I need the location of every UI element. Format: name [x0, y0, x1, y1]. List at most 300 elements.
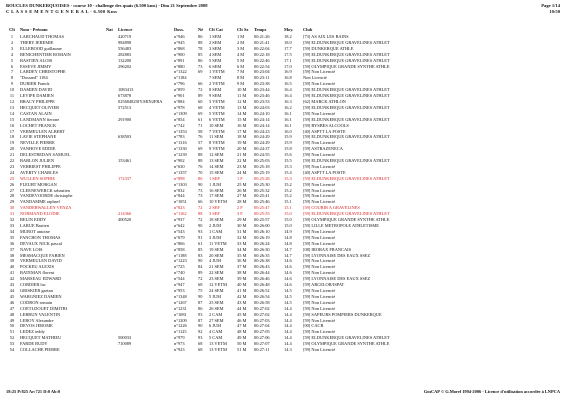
cell-time: 00:26:52 — [254, 287, 270, 293]
cell-cat-rank: 1 SEM — [209, 34, 222, 39]
cell-rank: 38 — [9, 252, 15, 258]
page-number: Page 1/14 — [541, 3, 560, 8]
cell-club: [59] Non Licencié — [303, 110, 336, 116]
cell-rank: 31 — [9, 211, 15, 217]
cell-club: [59] Non Licencié — [303, 258, 336, 264]
page-footer — [6, 389, 560, 394]
cell-born: 84 — [198, 264, 203, 270]
cell-bib: n°725 — [174, 264, 185, 270]
cell-cat-rank: 24 SEM — [209, 287, 224, 293]
cell-speed: 14.6 — [284, 276, 292, 282]
cell-club: [59] OLYMPIQUE GRANDE SYNTHE ATHLE — [303, 63, 390, 69]
cell-club: [59] Non Licencié — [303, 270, 336, 276]
cell-sex-rank: 4 M — [237, 51, 245, 57]
cell-club: [59] ELDUNKERQUE GRAVELINES ATHLET — [303, 335, 390, 341]
cell-club: [59] COURIR A GRAVELINES — [303, 205, 360, 211]
page-indicator — [541, 3, 560, 15]
cell-name: COLLACHE PIERRE — [20, 347, 60, 353]
cell-club: [62] MARCK ATHLON — [303, 98, 346, 104]
results-body — [5, 34, 561, 353]
cell-name: LEDEZ teddy — [20, 329, 45, 335]
cell-born: 78 — [198, 45, 203, 51]
cell-licence: 291900 — [118, 116, 132, 122]
cell-bib: n°1357 — [174, 169, 187, 175]
cell-club: [59] ASTRAZENECA — [303, 146, 343, 152]
cell-rank: 39 — [9, 258, 15, 264]
cell-bib: n°880 — [174, 63, 185, 69]
cell-speed: 14.5 — [284, 299, 292, 305]
cell-born: 57 — [198, 140, 203, 146]
cell-bib: n°1081 — [174, 311, 187, 317]
cell-sex-rank: 41 M — [237, 287, 247, 293]
cell-sex-rank: 38 M — [237, 270, 247, 276]
cell-club: [59] ELDUNKERQUE GRAVELINES ATHLET — [303, 134, 390, 140]
cell-cat-rank: 6 SEM — [209, 63, 222, 69]
cell-name: FLEURT MORGAN — [20, 181, 57, 187]
cell-cat-rank: 25 SEM — [209, 299, 224, 305]
cell-born: 85 — [198, 51, 203, 57]
cell-rank: 17 — [9, 128, 15, 134]
cell-rank: 22 — [9, 158, 15, 164]
cell-time: 00:23:04 — [254, 69, 270, 75]
cell-name: VANDERWALLEN VENZA — [20, 205, 72, 211]
cell-sex-rank: 15 M — [237, 116, 247, 122]
cell-speed: 15.9 — [284, 140, 292, 146]
cell-bib: n°898 — [174, 175, 185, 181]
cell-sex-rank: 23 M — [237, 163, 247, 169]
cell-club: [59] ELDUNKERQUE GRAVELINES ATHLET — [303, 175, 390, 181]
cell-speed: 14.6 — [284, 258, 292, 264]
cell-name: FARDE RUDY — [20, 341, 48, 347]
cell-born: 60 — [198, 98, 203, 104]
cell-licence: 500033 — [118, 335, 132, 341]
cell-speed: 14.4 — [284, 323, 292, 329]
col-header-nat: Nat — [106, 27, 113, 32]
cell-rank: 40 — [9, 264, 15, 270]
cell-speed: 17.7 — [284, 45, 292, 51]
cell-speed: 14.3 — [284, 347, 292, 353]
cell-cat-rank: 2 SEF — [209, 205, 220, 211]
cell-name: LEBRUN VALENTIN — [20, 311, 61, 317]
cell-sex-rank: 46 M — [237, 317, 247, 323]
cell-cat-rank: 17 SEM — [209, 193, 224, 199]
cell-bib: n°866 — [174, 240, 185, 246]
cell-club: [59] LYONNAISE DES EAUX SSEZ — [303, 252, 371, 258]
cell-name: MARSEAU EDWARD — [20, 276, 62, 282]
cell-name: POCKEU ALEXIS — [20, 264, 55, 270]
cell-name: WULLEN SOPHIE — [20, 175, 55, 181]
cell-cat-rank: 3 VETM — [209, 98, 225, 104]
cell-rank: 43 — [9, 282, 15, 288]
cell-time: 00:27:06 — [254, 335, 270, 341]
cell-bib: n°679 — [174, 234, 185, 240]
cell-sex-rank: 39 M — [237, 276, 247, 282]
col-header-bib: Doss. — [174, 27, 184, 32]
col-header-licence: Licence — [118, 27, 133, 32]
cell-cat-rank: 5 JUM — [209, 293, 222, 299]
cell-born: 73 — [198, 193, 203, 199]
cell-cat-rank: 3 SEF — [209, 211, 220, 217]
cell-rank: 26 — [9, 181, 15, 187]
cell-club: [59] ELDUNKERQUE GRAVELINES ATHLET — [303, 104, 390, 110]
cell-sex-rank: 2 F — [237, 205, 243, 211]
cell-speed: 14.8 — [284, 234, 292, 240]
cell-club: [59] ARCELOR/ISPAT — [303, 282, 345, 288]
cell-rank: 45 — [9, 293, 15, 299]
cell-club: [59] ELDUNKERQUE GRAVELINES ATHLET — [303, 87, 390, 93]
cell-club: [00] CACB — [303, 323, 324, 329]
cell-bib: n°1051 — [174, 199, 187, 205]
cell-licence: 710089 — [118, 341, 132, 347]
cell-time: 00:25:28 — [254, 175, 270, 181]
cell-time: 00:25:30 — [254, 181, 270, 187]
cell-rank: 7 — [10, 69, 14, 75]
cell-club: [59] Non Licencié — [303, 264, 336, 270]
cell-time: 00:24:23 — [254, 128, 270, 134]
cell-rank: 37 — [9, 246, 15, 252]
cell-born: 90 — [198, 181, 203, 187]
cell-rank: 44 — [9, 287, 15, 293]
footer-copyright: GmCAP © G.Morel 1994-2006 - Licence d'utilisation accordée à LNPCA — [423, 389, 560, 394]
cell-sex-rank: 44 M — [237, 305, 247, 311]
cell-sex-rank: 32 M — [237, 234, 247, 240]
cell-time: 00:27:03 — [254, 317, 270, 323]
cell-born: 72 — [198, 276, 203, 282]
col-header-cat-rank: Clt Cat — [209, 27, 223, 32]
cell-time: 00:22:04 — [254, 45, 270, 51]
cell-name: "Dossard" 1184 — [20, 75, 48, 81]
cell-licence: 172337 — [118, 175, 132, 181]
cell-speed: 14.4 — [284, 341, 292, 347]
col-header-club: Club — [303, 27, 313, 32]
cell-sex-rank: 37 M — [237, 264, 247, 270]
cell-name: DEVOS JEROME — [20, 323, 53, 329]
cell-name: LAVIE STEPHANE — [20, 134, 57, 140]
cell-born: 90 — [198, 293, 203, 299]
cell-bib: n°1348 — [174, 293, 187, 299]
col-header-name: Nom - Prénom — [20, 27, 48, 32]
cell-name: GRISKIER gaetan — [20, 287, 53, 293]
cell-bib: n°1309 — [174, 110, 187, 116]
cell-name: DURIER Franck — [20, 81, 50, 87]
cell-sex-rank: 18 M — [237, 134, 247, 140]
cell-name: CASTAN ALAIN — [20, 110, 52, 116]
cell-cat-rank: 16 SEM — [209, 187, 224, 193]
cell-name: ESSEVE JIMMY — [20, 63, 52, 69]
cell-club: [59] Non Licencié — [303, 287, 336, 293]
cell-bib: n°901 — [174, 93, 185, 99]
print-time: 10:50 — [549, 9, 560, 14]
cell-cat-rank: 22 SEM — [209, 270, 224, 276]
cell-speed: 17.1 — [284, 57, 292, 63]
cell-time: 00:25:55 — [254, 211, 270, 217]
cell-speed: 15.0 — [284, 223, 292, 228]
cell-bib: n°1316 — [174, 140, 187, 146]
cell-born: 71 — [198, 122, 203, 128]
cell-bib: n°953 — [174, 287, 185, 293]
cell-speed: 16.0 — [284, 128, 292, 134]
cell-rank: 34 — [9, 228, 15, 234]
cell-speed: 14.5 — [284, 293, 292, 299]
cell-club: [40] ASPTT LA POSTE — [303, 169, 346, 175]
cell-cat-rank: 6 VETM — [209, 116, 225, 122]
cell-sex-rank: 8 M — [237, 75, 245, 81]
cell-born: 66 — [198, 81, 203, 87]
cell-club: [59] ELDUNKERQUE GRAVELINES ATHLET — [303, 51, 390, 57]
cell-speed: 15.9 — [284, 134, 292, 140]
cell-speed: 15.0 — [284, 211, 292, 217]
cell-born: 91 — [198, 234, 203, 240]
cell-club: [59] ELDUNKERQUE GRAVELINES ATHLET — [303, 211, 390, 217]
cell-sex-rank: 45 M — [237, 311, 247, 317]
cell-club: [59] OLYMPIQUE GRANDE SYNTHE ATHLE — [303, 217, 390, 223]
cell-club: [73] AS AIX LES BAINS — [303, 34, 349, 39]
cell-bib: n°946 — [174, 34, 185, 39]
race-title: BOUCLES DUNKERQUOISES - course 10 - challenge des quais (6.500 kms) - Dim 21 Septembre 2008 — [6, 3, 208, 8]
cell-rank: 24 — [9, 169, 15, 175]
cell-born: 68 — [198, 104, 203, 110]
cell-bib: n°947 — [174, 282, 185, 288]
cell-time: 00:27:05 — [254, 329, 270, 335]
cell-speed: 14.7 — [284, 252, 292, 258]
cell-name: VANDAMME raphael — [20, 199, 60, 205]
cell-time: 00:24:29 — [254, 140, 270, 146]
cell-rank: 54 — [9, 347, 15, 353]
cell-speed: 16.1 — [284, 116, 292, 122]
cell-club: [59] Non Licencié — [303, 81, 336, 87]
cell-cat-rank: 5 SEM — [209, 57, 222, 63]
cell-speed: 15.3 — [284, 163, 292, 169]
cell-club: [08] IRORAX FRANCAIS — [303, 246, 352, 252]
cell-name: HECQUET OLIVIER — [20, 104, 60, 110]
cell-bib: n°1322 — [174, 69, 187, 75]
cell-rank: 13 — [9, 104, 15, 110]
cell-cat-rank: 1 CAM — [209, 228, 223, 234]
cell-time: 00:26:10 — [254, 228, 270, 234]
cell-time: 00:27:02 — [254, 311, 270, 317]
cell-club: [59] Non Licencié — [303, 140, 336, 146]
cell-sex-rank: 42 M — [237, 293, 247, 299]
cell-cat-rank: 4 JUM — [209, 258, 222, 264]
cell-cat-rank: 11 VETM — [209, 240, 227, 246]
cell-born: 68 — [198, 282, 203, 288]
cell-sex-rank: 1 F — [237, 175, 243, 181]
cell-time: 00:25:19 — [254, 169, 270, 175]
cell-cat-rank: 10 SEM — [209, 122, 224, 128]
cell-bib: n°868 — [174, 45, 185, 51]
results-table — [5, 27, 561, 353]
cell-cat-rank: 7 SEM — [209, 75, 222, 81]
cell-sex-rank: 2 M — [237, 39, 245, 45]
cell-club: [59] Non Licencié — [303, 228, 336, 234]
cell-sex-rank: 11 M — [237, 93, 247, 99]
cell-born: 58 — [198, 128, 203, 134]
cell-name: LARDEY CHRISTOPHE — [20, 69, 66, 75]
cell-bib: n°630 — [174, 163, 185, 169]
cell-sex-rank: 27 M — [237, 193, 247, 199]
cell-sex-rank: 3 F — [237, 211, 243, 217]
cell-rank: 8 — [10, 75, 14, 81]
cell-rank: 4 — [10, 51, 14, 57]
cell-rank: 29 — [9, 199, 15, 205]
cell-sex-rank: 50 M — [237, 341, 247, 347]
cell-cat-rank: 20 SEM — [209, 252, 224, 258]
cell-speed: 15.2 — [284, 181, 292, 187]
table-row — [5, 347, 561, 353]
cell-club: [59] Non Licencié — [303, 181, 336, 187]
cell-speed: 15.8 — [284, 146, 292, 152]
cell-bib: n°1267 — [174, 299, 187, 305]
cell-time: 00:26:58 — [254, 299, 270, 305]
cell-bib: n°796 — [174, 81, 185, 87]
cell-born: 72 — [198, 87, 203, 93]
cell-born: 61 — [198, 116, 203, 122]
cell-name: LANDMANN fierone — [20, 116, 60, 122]
cell-speed: 14.4 — [284, 317, 292, 323]
cell-rank: 20 — [9, 146, 15, 152]
cell-sex-rank: 14 M — [237, 110, 247, 116]
cell-time: 00:23:46 — [254, 93, 270, 99]
cell-club: [59] LILLE METROPOLE ATHLETISME — [303, 223, 379, 228]
cell-bib: n°1162 — [174, 211, 187, 217]
cell-cat-rank: 11 SEM — [209, 134, 224, 140]
cell-sex-rank: 7 M — [237, 69, 245, 75]
cell-cat-rank: 1 SEF — [209, 175, 220, 181]
cell-bib: n°832 — [174, 187, 185, 193]
cell-time: 00:24:55 — [254, 152, 270, 158]
cell-sex-rank: 34 M — [237, 246, 247, 252]
cell-time: 00:21:41 — [254, 39, 270, 45]
cell-bib: n°858 — [174, 246, 185, 252]
cell-born: 88 — [198, 158, 203, 164]
cell-club: [59] Non Licencié — [303, 163, 336, 169]
cell-speed: 16.2 — [284, 104, 292, 110]
cell-time: 00:26:35 — [254, 252, 270, 258]
cell-cat-rank: 19 SEM — [209, 246, 224, 252]
cell-born: 89 — [198, 270, 203, 276]
cell-born: 92 — [198, 329, 203, 335]
cell-sex-rank: 47 M — [237, 323, 247, 329]
cell-club: [59] ELDUNKERQUE GRAVELINES ATHLET — [303, 57, 390, 63]
ranking-subtitle: C L A S S E M E N T G E N E R A L - 6.500 Kms — [6, 9, 118, 14]
cell-bib: n°902 — [174, 158, 185, 164]
cell-born: 85 — [198, 246, 203, 252]
cell-time: 00:25:32 — [254, 187, 270, 193]
cell-speed: 15.5 — [284, 158, 292, 164]
cell-name: VANDEVOORDE christophe — [20, 193, 73, 199]
cell-club: [59] Non Licencié — [303, 299, 336, 305]
cell-name: VERMEULEN ALBERT — [20, 128, 65, 134]
cell-club: [59] Non Licencié — [303, 193, 336, 199]
cell-licence: 400520 — [118, 217, 132, 223]
cell-bib: n°1125 — [174, 329, 187, 335]
cell-born: 86 — [198, 34, 203, 39]
cell-time: 00:26:44 — [254, 270, 270, 276]
cell-speed: 14.8 — [284, 240, 292, 246]
cell-sex-rank: 9 M — [237, 81, 245, 87]
cell-cat-rank: 14 SEM — [209, 163, 224, 169]
cell-born: 93 — [198, 335, 203, 341]
cell-time: 00:23:44 — [254, 87, 270, 93]
cell-licence: 673878 — [118, 93, 132, 99]
cell-sex-rank: 40 M — [237, 282, 247, 288]
cell-club: [59] SAPEURS POMPIERS DUNKERQUE — [303, 311, 382, 317]
cell-speed: 14.4 — [284, 335, 292, 341]
cell-rank: 41 — [9, 270, 15, 276]
cell-name: WARGNIEZ DAMIEN — [20, 293, 62, 299]
cell-name: BRACY PHILIPPE — [20, 98, 55, 104]
cell-sex-rank: 49 M — [237, 335, 247, 341]
cell-cat-rank: 3 JUM — [209, 234, 222, 240]
cell-licence: 282883 — [118, 51, 132, 57]
cell-name: BARLON JULIEN — [20, 158, 55, 164]
cell-time: 00:25:03 — [254, 158, 270, 164]
cell-bib: n°973 — [174, 341, 185, 347]
cell-born: 87 — [198, 317, 203, 323]
cell-club: [59] ELDUNKERQUE GRAVELINES ATHLET — [303, 39, 390, 45]
cell-rank: 48 — [9, 311, 15, 317]
cell-born: 66 — [198, 199, 203, 205]
cell-sex-rank: 22 M — [237, 158, 247, 164]
cell-cat-rank: 2 CAM — [209, 311, 223, 317]
cell-bib: n°1353 — [174, 128, 187, 134]
cell-bib: n°978 — [174, 104, 185, 110]
cell-cat-rank: 15 SEM — [209, 169, 224, 175]
cell-bib: n°543 — [174, 228, 185, 234]
cell-bib: n°937 — [174, 217, 185, 223]
cell-cat-rank: 6 JUM — [209, 323, 222, 329]
cell-time: 00:22:46 — [254, 57, 270, 63]
cell-cat-rank: 3 SEM — [209, 45, 222, 51]
cell-speed: 18.0 — [284, 39, 292, 45]
cell-name: LEROY Alexandre — [20, 317, 54, 323]
cell-born: 93 — [198, 311, 203, 317]
cell-sex-rank: 19 M — [237, 140, 247, 146]
cell-time: 00:26:48 — [254, 282, 270, 288]
cell-licence: 556483 — [118, 45, 132, 51]
cell-bib: n°1330 — [174, 146, 187, 152]
cell-name: BASTIEN ALOIS — [20, 57, 53, 63]
cell-licence: 1083413 — [118, 87, 134, 93]
cell-cat-rank: 8 SEM — [209, 87, 222, 93]
cell-name: NEVILLE PIERRE — [20, 140, 55, 146]
cell-speed: 14.7 — [284, 246, 292, 252]
cell-name: CORDIER luc — [20, 282, 46, 288]
cell-speed: 14.6 — [284, 282, 292, 288]
cell-speed: 15.1 — [284, 199, 292, 205]
cell-speed: 16.4 — [284, 87, 292, 93]
cell-sex-rank: 24 M — [237, 169, 247, 175]
cell-licence: 984898 — [118, 39, 132, 45]
cell-born: 86 — [198, 175, 203, 181]
cell-born: 90 — [198, 323, 203, 329]
cell-bib: n°945 — [174, 39, 185, 45]
cell-bib: n°1239 — [174, 152, 187, 158]
cell-rank: 49 — [9, 317, 15, 323]
cell-speed: 17.0 — [284, 63, 292, 69]
cell-club: [59] Non Licencié — [303, 347, 336, 353]
cell-name: BATEMAN florent — [20, 270, 55, 276]
cell-cat-rank: 4 CAM — [209, 329, 223, 335]
cell-cat-rank: 5 CAM — [209, 335, 223, 341]
cell-name: VANHOVE EDDIE — [20, 146, 56, 152]
cell-speed: 14.4 — [284, 311, 292, 317]
cell-sex-rank: 16 M — [237, 122, 247, 128]
cell-name: NORMAND ELODIE — [20, 211, 60, 217]
cell-name: ELLEBOOD guillaume — [20, 45, 62, 51]
cell-time: 00:23:38 — [254, 81, 270, 87]
cell-time: 00:27:07 — [254, 341, 270, 347]
